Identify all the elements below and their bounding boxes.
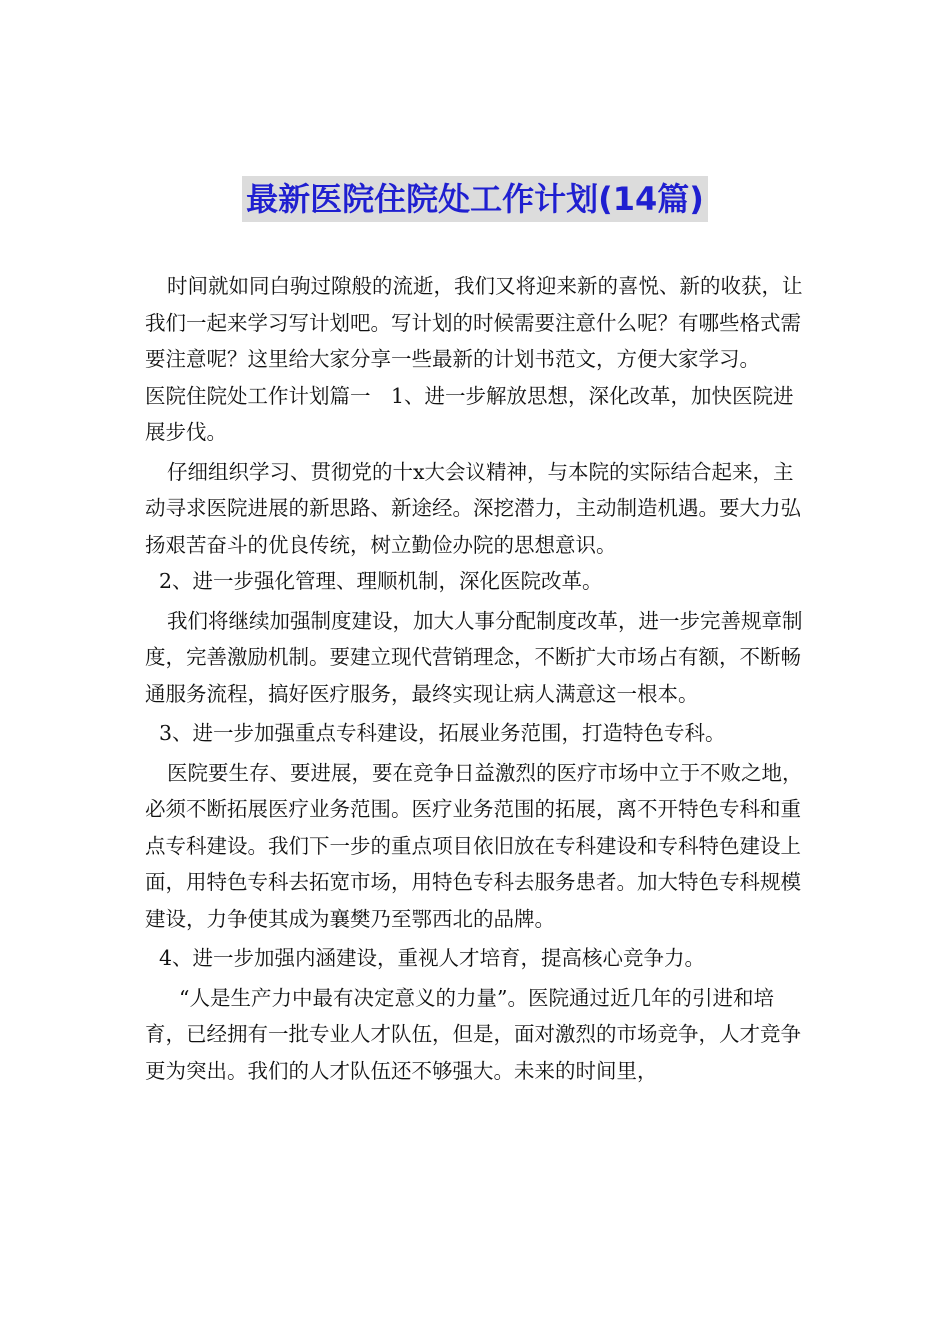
body-paragraph: 仔细组织学习、贯彻党的十x大会议精神，与本院的实际结合起来，主动寻求医院进展的新思路、新途经。深挖潜力，主动制造机遇。要大力弘扬艰苦奋斗的优良传统，树立勤俭办院的思想意识。 xyxy=(145,459,801,557)
body-paragraph: 医院要生存、要进展，要在竞争日益激烈的医疗市场中立于不败之地，必须不断拓展医疗业务范围。医疗业务范围的拓展，离不开特色专科和重点专科建设。我们下一步的重点项目依旧放在专科建设和专科特色建设上面，用特色专科去拓宽市场，用特色专科去服务患者。加大特色专科规模建设，力争使其成为襄樊乃至鄂西北的品牌。 xyxy=(145,760,803,931)
body-paragraph: “人是生产力中最有决定意义的力量”。医院通过近几年的引进和培育，已经拥有一批专业人才队伍，但是，面对激烈的市场竞争，人才竞争更为突出。我们的人才队伍还不够强大。未来的时间里， xyxy=(145,985,801,1083)
body-paragraph: 我们将继续加强制度建设，加大人事分配制度改革，进一步完善规章制度，完善激励机制。要建立现代营销理念，不断扩大市场占有额，不断畅通服务流程，搞好医疗服务，最终实现让病人满意这一根本。 xyxy=(145,608,803,706)
document-body xyxy=(145,268,810,1089)
numbered-heading: 4、进一步加强内涵建设，重视人才培育，提高核心竞争力。 xyxy=(159,946,706,970)
section-heading-paragraph: 医院住院处工作计划篇一 1、进一步解放思想，深化改革，加快医院进展步伐。 xyxy=(145,383,794,444)
title-container xyxy=(0,176,950,222)
intro-paragraph: 时间就如同白驹过隙般的流逝，我们又将迎来新的喜悦、新的收获，让我们一起来学习写计划吧。写计划的时候需要注意什么呢？有哪些格式需要注意呢？这里给大家分享一些最新的计划书范文，方便大家学习。 xyxy=(145,274,803,371)
numbered-heading: 2、进一步强化管理、理顺机制，深化医院改革。 xyxy=(159,569,603,593)
numbered-heading: 3、进一步加强重点专科建设，拓展业务范围，打造特色专科。 xyxy=(159,721,726,745)
document-title: 最新医院住院处工作计划(14篇) xyxy=(242,176,708,222)
